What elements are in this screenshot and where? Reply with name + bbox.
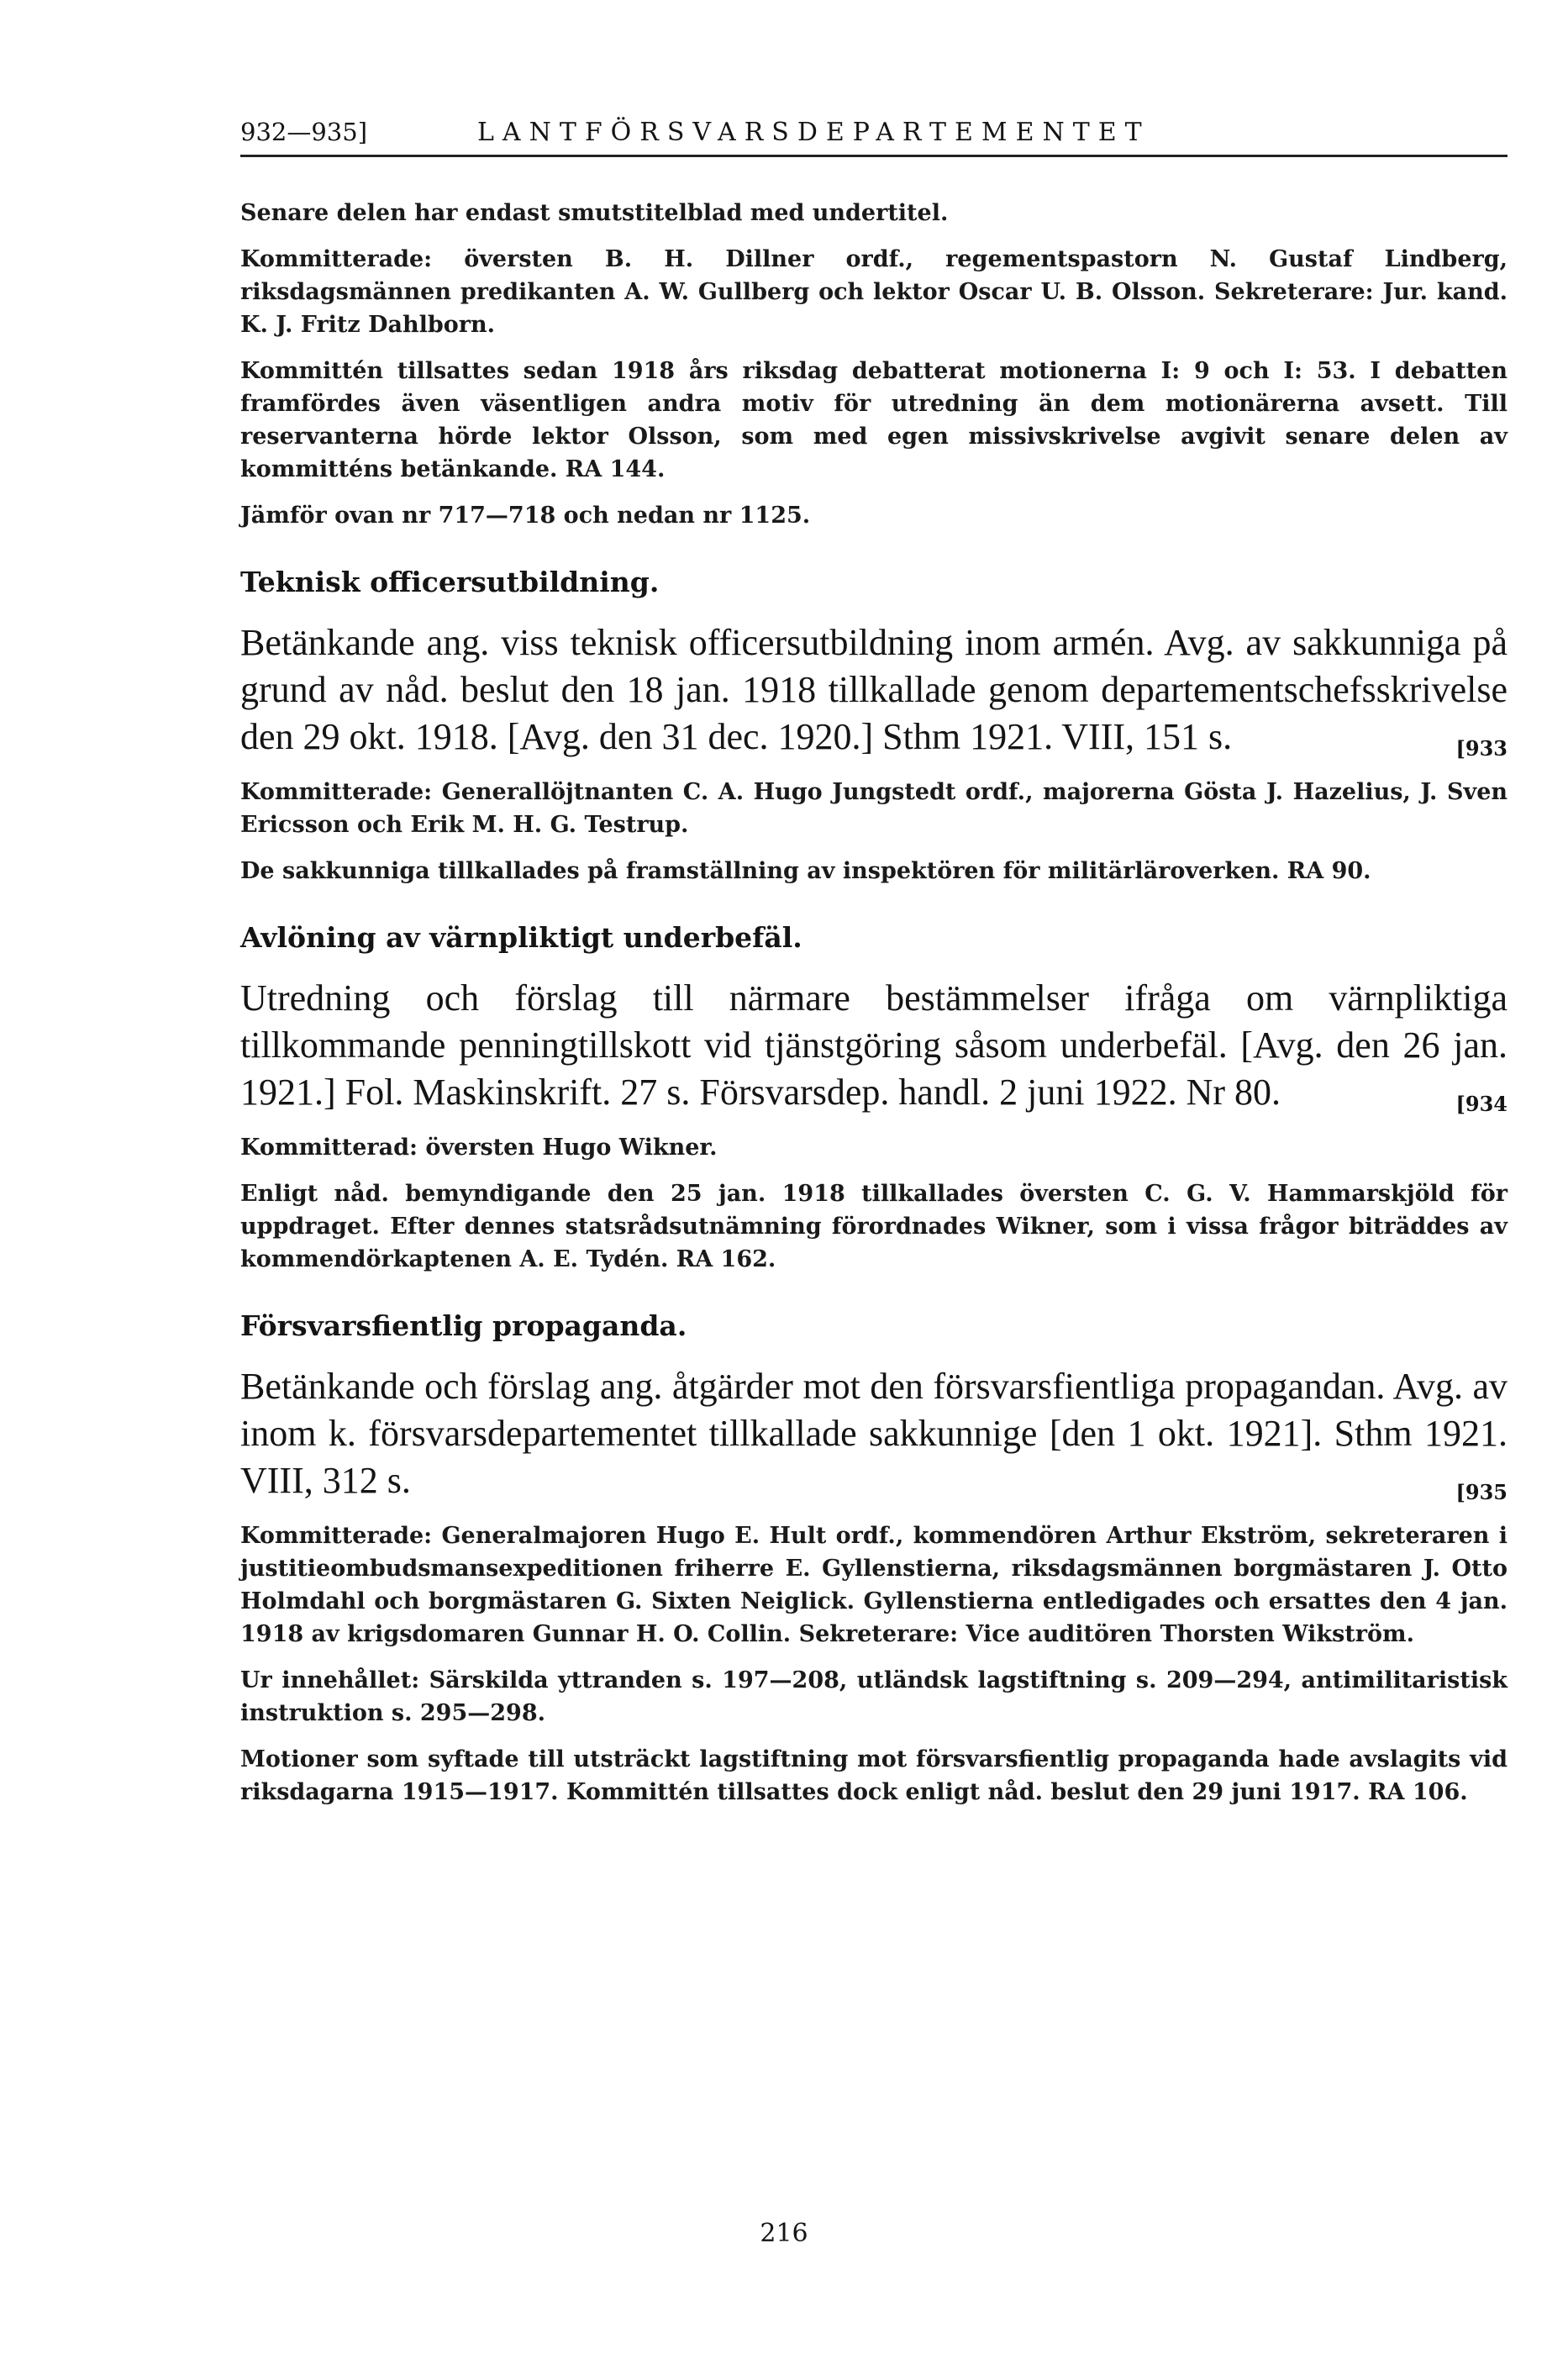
- running-header: [240, 118, 1507, 157]
- intro-paragraph: Kommittén tillsattes sedan 1918 års riksdag debatterat motionerna I: 9 och I: 53. I debatten framfördes även väsentligen andra motiv för utredning än dem motionärerna avsett. Till reservanterna hörde lektor Olsson, som med egen missivskrivelse avgivit senare delen av kommitténs betänkande. RA 144.: [240, 358, 1507, 482]
- header-entry-range: 932—935]: [240, 118, 368, 146]
- bibliographic-entry: [240, 975, 1507, 1116]
- entry-note: Kommitterade: Generalmajoren Hugo E. Hult ordf., kommendören Arthur Ekström, sekreteraren i justitieombudsmansexpeditionen friherre E. Gyllenstierna, riksdagsmännen borgmästaren J. Otto Holmdahl och borgmästaren G. Sixten Neiglick. Gyllenstierna entledigades och ersattes den 4 jan. 1918 av krigsdomaren Gunnar H. O. Collin. Sekreterare: Vice auditören Thorsten Wikström.: [240, 1523, 1507, 1647]
- page-number: 216: [760, 2219, 808, 2248]
- entry-note: Kommitterade: Generallöjtnanten C. A. Hugo Jungstedt ordf., majorerna Gösta J. Hazelius, J. Sven Ericsson och Erik M. H. G. Testrup.: [240, 779, 1507, 838]
- entry-note: Kommitterad: översten Hugo Wikner.: [240, 1135, 718, 1161]
- bibliographic-entry: [240, 619, 1507, 761]
- entry-text: Betänkande ang. viss teknisk officersutbildning inom armén. Avg. av sakkunniga på grund av nåd. beslut den 18 jan. 1918 tillkallade genom departementschefsskrivelse den 29 okt. 1918. [Avg. den 31 dec. 1920.] Sthm 1921. VIII, 151 s.: [240, 622, 1507, 757]
- entry-note: Ur innehållet: Särskilda yttranden s. 197—208, utländsk lagstiftning s. 209—294, antimilitaristisk instruktion s. 295—298.: [240, 1667, 1507, 1726]
- header-title: LANTFÖRSVARSDEPARTEMENTET: [477, 118, 1150, 147]
- bibliographic-entry: [240, 1363, 1507, 1504]
- section-title: Avlöning av värnpliktigt underbefäl.: [240, 921, 802, 954]
- intro-paragraph: Jämför ovan nr 717—718 och nedan nr 1125.: [240, 503, 811, 529]
- intro-paragraph: Senare delen har endast smutstitelblad med undertitel.: [240, 200, 949, 226]
- entry-text: Betänkande och förslag ang. åtgärder mot den försvarsfientliga propagandan. Avg. av inom k. försvarsdepartementet tillkallade sakkunnige [den 1 okt. 1921]. Sthm 1921. VIII, 312 s.: [240, 1366, 1507, 1501]
- entry-note: Motioner som syftade till utsträckt lagstiftning mot försvarsfientlig propaganda hade avslagits vid riksdagarna 1915—1917. Kommittén tillsattes dock enligt nåd. beslut den 29 juni 1917. RA 106.: [240, 1746, 1507, 1805]
- entry-number: [935: [1455, 1480, 1507, 1504]
- section-teknisk-officersutbildning: [240, 564, 1507, 887]
- intro-paragraph: Kommitterade: översten B. H. Dillner ordf., regementspastorn N. Gustaf Lindberg, riksdagsmännen predikanten A. W. Gullberg och lektor Oscar U. B. Olsson. Sekreterare: Jur. kand. K. J. Fritz Dahlborn.: [240, 246, 1507, 338]
- entry-number: [933: [1455, 736, 1507, 761]
- entry-note: Enligt nåd. bemyndigande den 25 jan. 1918 tillkallades översten C. G. V. Hammarskjöld för uppdraget. Efter dennes statsrådsutnämning förordnades Wikner, som i vissa frågor biträddes av kommendörkaptenen A. E. Tydén. RA 162.: [240, 1181, 1507, 1272]
- section-forsvarsfientlig-propaganda: [240, 1308, 1507, 1809]
- entry-note: De sakkunniga tillkallades på framställning av inspektören för militärläroverken. RA 90.: [240, 858, 1371, 884]
- entry-number: [934: [1455, 1092, 1507, 1116]
- section-avloning-varnpliktigt-underbefal: [240, 919, 1507, 1276]
- section-title: Försvarsfientlig propaganda.: [240, 1309, 687, 1342]
- page-content: [240, 197, 1507, 1822]
- section-title: Teknisk officersutbildning.: [240, 566, 660, 598]
- entry-text: Utredning och förslag till närmare bestämmelser ifråga om värnpliktiga tillkommande penningtillskott vid tjänstgöring såsom underbefäl. [Avg. den 26 jan. 1921.] Fol. Maskinskrift. 27 s. Försvarsdep. handl. 2 juni 1922. Nr 80.: [240, 977, 1507, 1113]
